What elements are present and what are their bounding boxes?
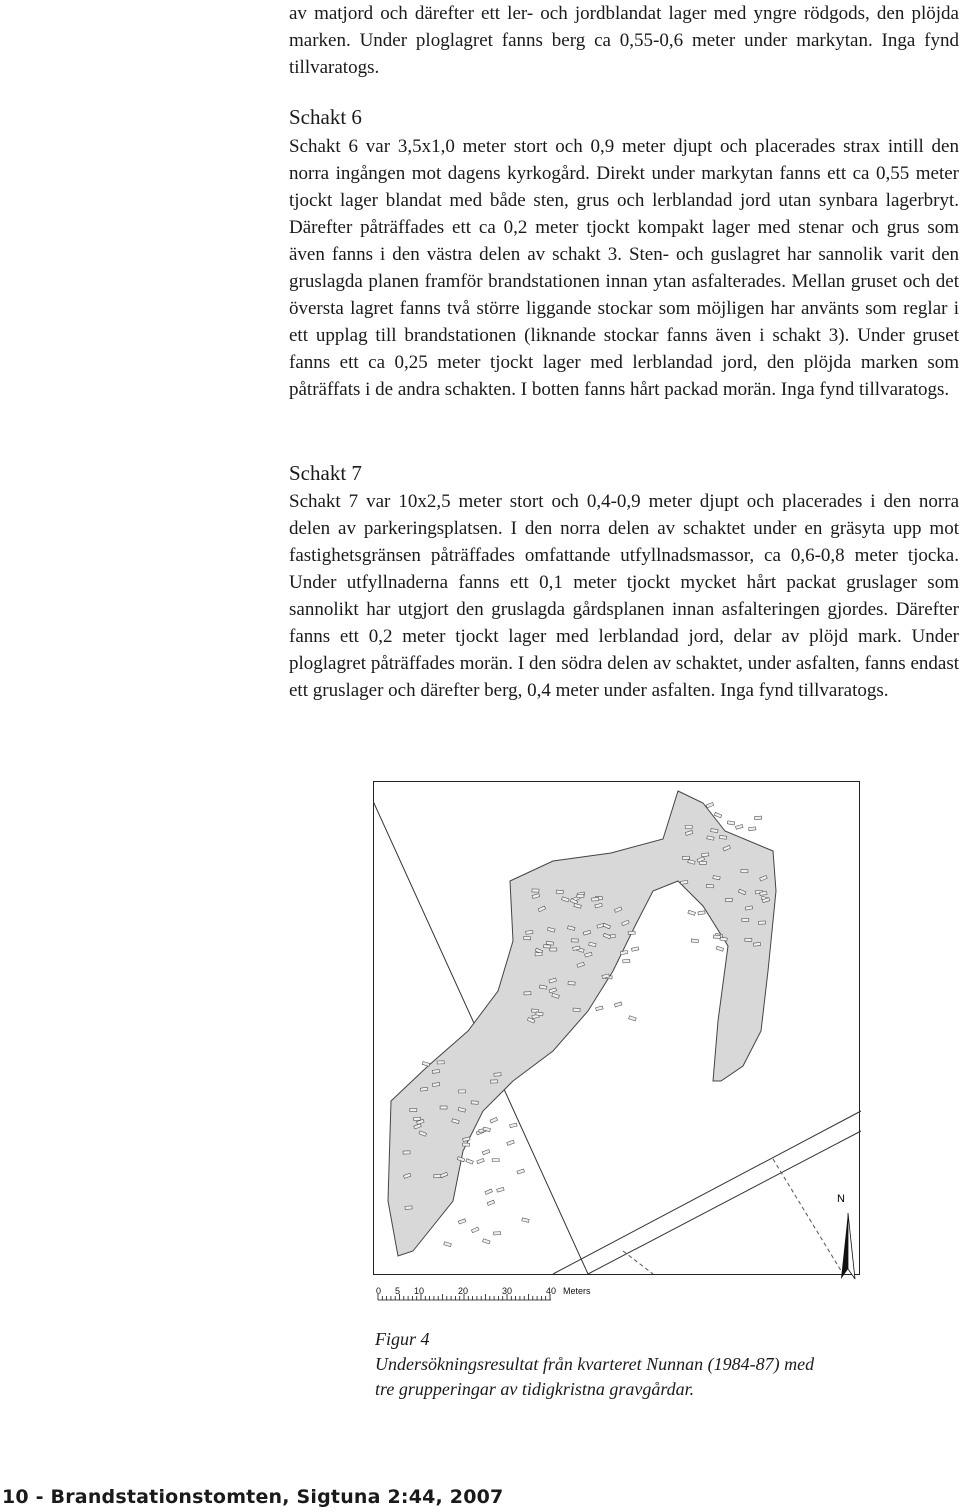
excavation-map [373, 781, 861, 1301]
grave-feature [742, 918, 749, 921]
grave-feature [568, 981, 575, 985]
caption-line-2: tre grupperingar av tidigkristna gravgårdar. [375, 1379, 695, 1399]
grave-feature [492, 1159, 499, 1162]
grave-feature [556, 890, 563, 894]
grave-feature [414, 1117, 421, 1120]
grave-feature [691, 939, 698, 943]
grave-feature [494, 1073, 501, 1077]
figure-label: Figur 4 [375, 1329, 430, 1349]
grave-feature [544, 945, 551, 948]
svg-text:N: N [837, 1193, 845, 1205]
svg-text:40: 40 [546, 1286, 557, 1296]
grave-feature [749, 827, 756, 831]
grave-feature [706, 885, 713, 888]
grave-feature [550, 948, 557, 951]
grave-feature [403, 1151, 410, 1154]
grave-feature [571, 939, 578, 942]
grave-feature [494, 1232, 501, 1235]
grave-feature [573, 1008, 580, 1011]
schakt-7-heading: Schakt 7 [289, 461, 362, 485]
scale-bar [376, 1286, 591, 1296]
grave-feature [459, 1090, 466, 1093]
grave-feature [725, 898, 732, 902]
grave-feature [711, 829, 718, 833]
grave-feature [760, 891, 767, 895]
svg-text:Meters: Meters [563, 1286, 591, 1296]
intro-paragraph: av matjord och därefter ett ler- och jordblandat lager med yngre rödgods, den plöjda marken. Under ploglagret fanns berg ca 0,55-0,6 meter under markytan. Inga fynd tillvaratogs. [289, 3, 959, 78]
schakt-6-heading: Schakt 6 [289, 105, 362, 129]
grave-feature [471, 1101, 478, 1104]
grave-feature [623, 959, 630, 962]
grave-feature [434, 1174, 441, 1177]
grave-feature [745, 938, 752, 941]
svg-text:5: 5 [395, 1286, 401, 1296]
schakt-7-paragraph: Schakt 7 var 10x2,5 meter stort och 0,4-0,9 meter djupt och placerades i den norra delen av parkeringsplatsen. I den norra delen av schaktet under en gräsyta upp mot fastighetsgränsen påträffades omfattande utfyllnadsmassor, ca 0,6-0,8 meter tjocka. Under utfyllnaderna fanns ett 0,1 meter tjockt mycket hårt packat gruslager som sannolikt har utgjort den gruslagda gårdsplanen innan asfalteringen gjordes. Därefter fanns ett 0,2 meter tjockt lager med lerblandad jord, delar av plöjd mark. Under ploglagret påträffades morän. I den södra delen av schaktet, under asfalten, fanns endast ett gruslager och därefter berg, 0,4 meter under asfalten. Inga fynd tillvaratogs. [289, 491, 959, 701]
page-footer: 10 - Brandstationstomten, Sigtuna 2:44, 2007 [2, 1486, 504, 1508]
grave-feature [532, 889, 539, 892]
figure-caption [375, 1327, 895, 1402]
grave-feature [524, 936, 531, 939]
grave-feature [437, 1061, 444, 1064]
grave-feature [462, 1143, 469, 1146]
grave-feature [741, 869, 748, 872]
grave-feature [526, 930, 533, 934]
grave-feature [713, 935, 720, 938]
grave-feature [536, 1012, 543, 1016]
grave-feature [405, 1206, 412, 1209]
grave-feature [682, 856, 689, 859]
svg-text:30: 30 [502, 1286, 513, 1296]
grave-feature [524, 992, 531, 995]
grave-feature [440, 1106, 447, 1109]
grave-feature [719, 836, 726, 840]
svg-text:20: 20 [458, 1286, 469, 1296]
grave-feature [758, 921, 765, 924]
grave-feature [753, 942, 760, 946]
grave-feature [755, 816, 762, 820]
grave-feature [577, 894, 584, 898]
grave-feature [699, 861, 706, 864]
grave-feature [535, 952, 542, 955]
grave-feature [410, 1109, 417, 1112]
grave-feature [490, 1080, 497, 1083]
grave-feature [685, 825, 692, 828]
svg-text:10: 10 [414, 1286, 425, 1296]
grave-feature [592, 897, 599, 901]
schakt-6-paragraph: Schakt 6 var 3,5x1,0 meter stort och 0,9 meter djupt och placerades strax intill den norra ingången mot dagens kyrkogård. Direkt under markytan fanns ett ca 0,55 meter tjockt lager blandat med både sten, grus och lerblandad jord utan synbara lagerbryt. Därefter påträffades ett ca 0,2 meter tjockt kompakt lager med stenar och grus som även fanns i den västra delen av schakt 3. Sten- och guslagret har sannolik varit den gruslagda planen framför brandstationen innan ytan asfalterades. Mellan gruset och det översta lagret fanns två större liggande stockar som möjligen har använts som reglar i ett upplag till brandstationen (liknande stockar fanns även i schakt 3). Under gruset fanns ett ca 0,25 meter tjockt lager med lerblandad jord, den plöjda marken som påträffats i de andra schakten. I botten fanns hårt packad morän. Inga fynd tillvaratogs. [289, 136, 959, 400]
caption-line-1: Undersökningsresultat från kvarteret Nunnan (1984-87) med [375, 1354, 815, 1374]
grave-feature [432, 1070, 439, 1074]
grave-feature [628, 931, 635, 934]
svg-text:0: 0 [376, 1286, 382, 1296]
